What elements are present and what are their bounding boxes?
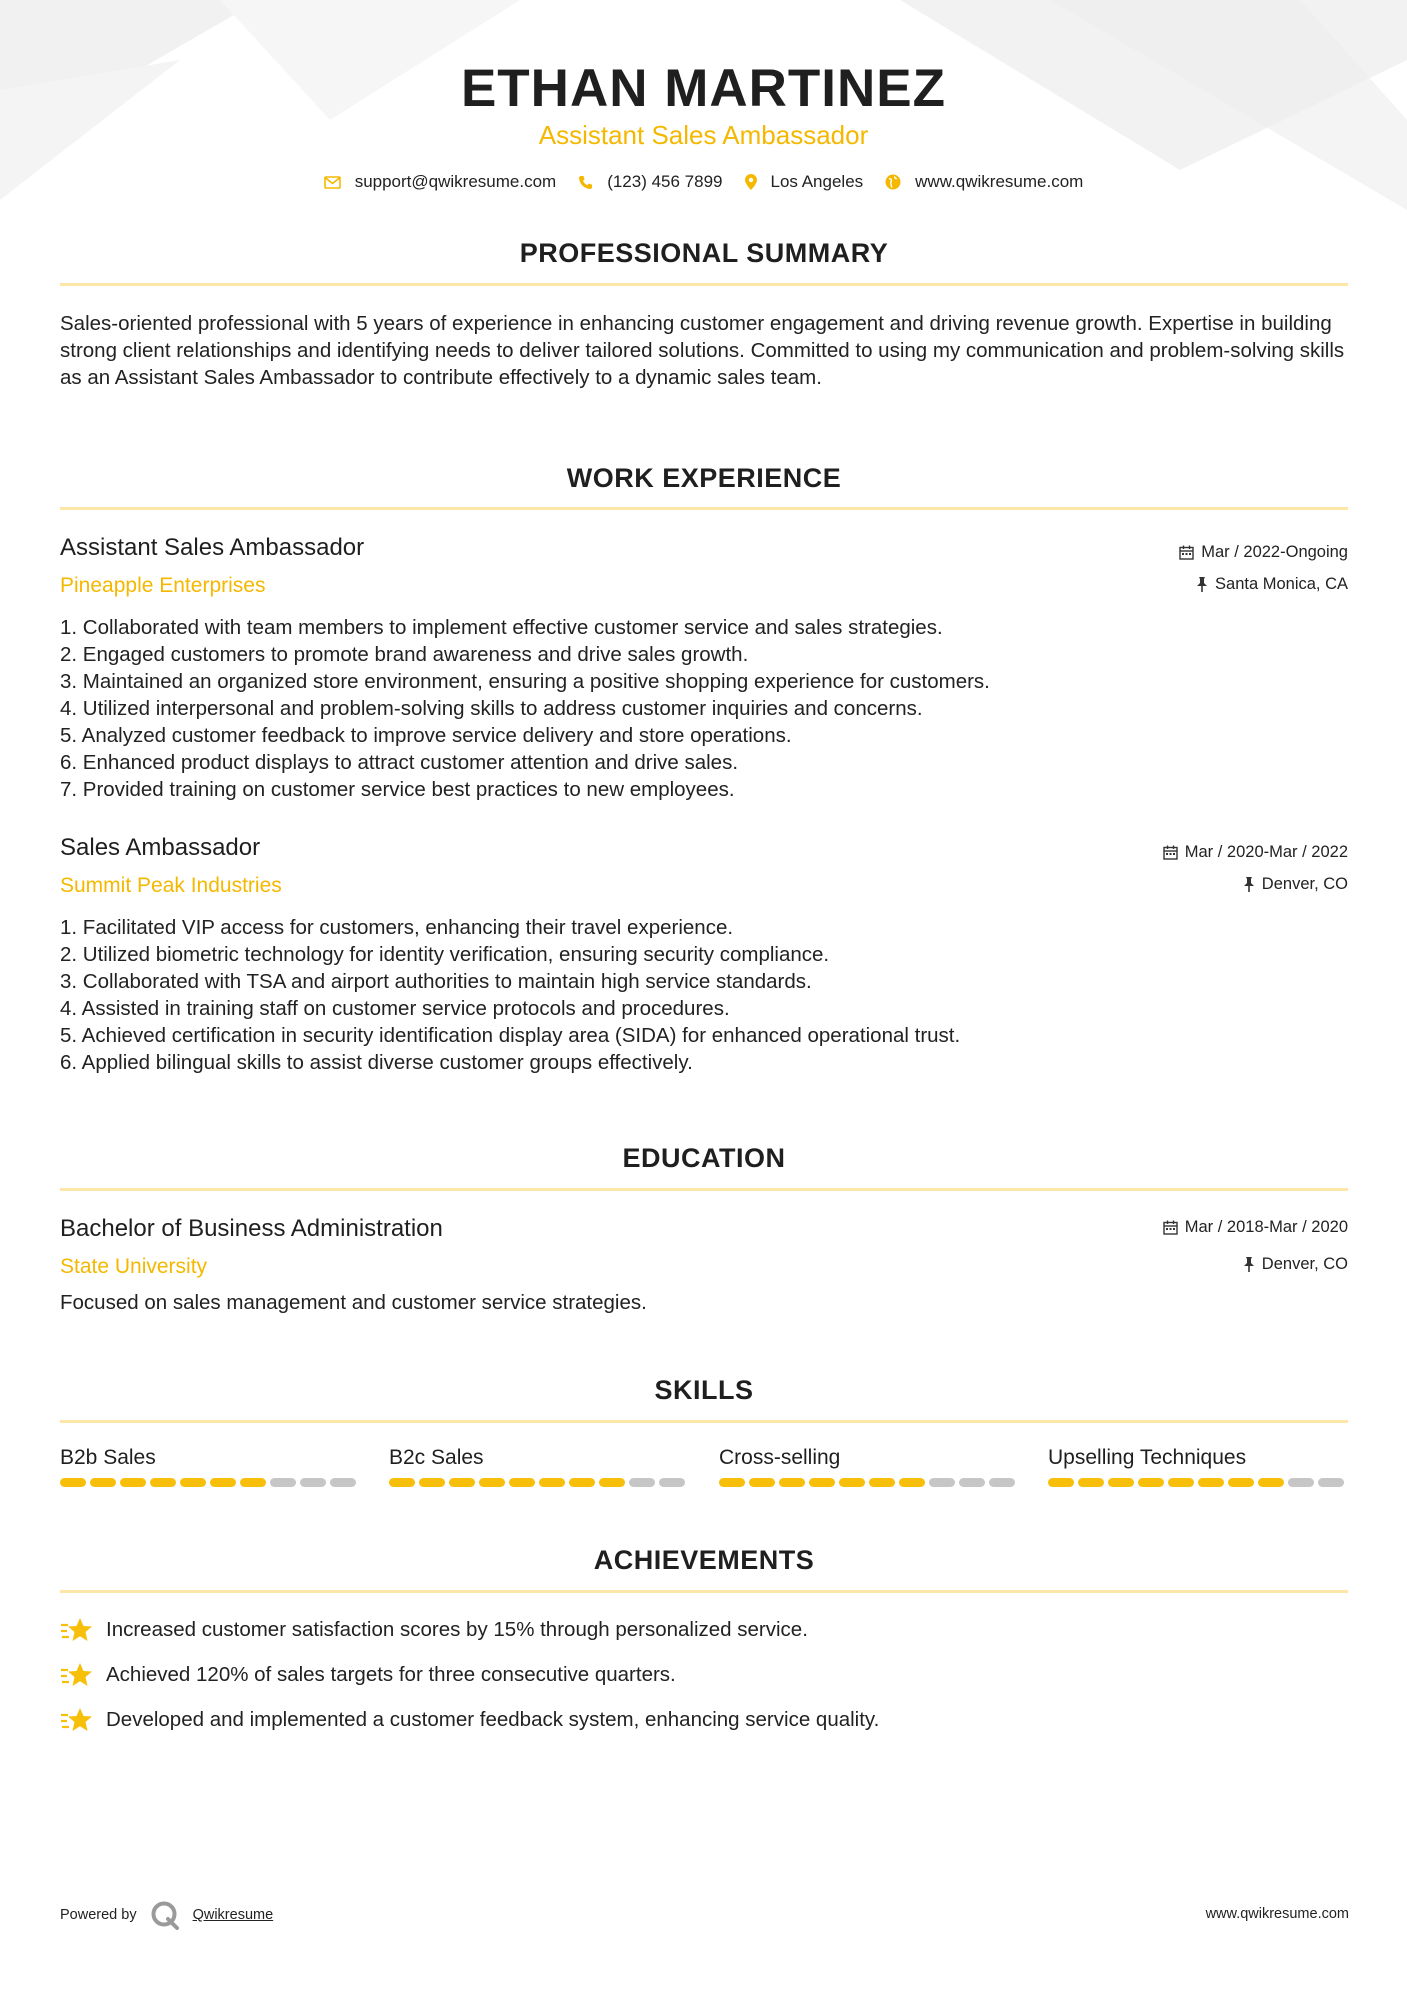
- achievement-text: Developed and implemented a customer feedback system, enhancing service quality.: [106, 1708, 880, 1731]
- achievements-heading: ACHIEVEMENTS: [593, 1545, 815, 1575]
- duty-item: 1. Collaborated with team members to implement effective customer service and sales strategies.: [60, 616, 943, 639]
- pushpin-icon: [1196, 577, 1208, 592]
- skill-dot-empty: [270, 1478, 296, 1487]
- duty-item: 5. Achieved certification in security identification display area (SIDA) for enhanced operational trust.: [60, 1024, 961, 1047]
- skill-dot-empty: [300, 1478, 326, 1487]
- skill-dot-empty: [1318, 1478, 1344, 1487]
- map-marker-icon: [745, 174, 757, 190]
- contact-bar: [0, 172, 1407, 192]
- skill-dot-filled: [599, 1478, 625, 1487]
- skill-dot-filled: [389, 1478, 415, 1487]
- job-dates: [1163, 843, 1348, 862]
- education-dates: [1163, 1218, 1348, 1237]
- contact-location: [745, 172, 864, 192]
- job-location: [1243, 875, 1348, 894]
- education-dates-text: Mar / 2018-Mar / 2020: [1184, 1218, 1348, 1236]
- contact-email[interactable]: [324, 172, 557, 192]
- skill-dot-filled: [719, 1478, 745, 1487]
- skill-item: [1048, 1446, 1348, 1487]
- skill-level-meter: [719, 1478, 1019, 1487]
- skill-dot-filled: [1258, 1478, 1284, 1487]
- job-title: Assistant Sales Ambassador: [60, 534, 365, 561]
- footer-powered-by: [60, 1900, 273, 1930]
- job-dates-text: Mar / 2022-Ongoing: [1201, 543, 1348, 561]
- job-duties: [60, 614, 990, 803]
- summary-divider: [60, 283, 1348, 286]
- skills-divider: [60, 1420, 1348, 1423]
- skill-name: Upselling Techniques: [1048, 1446, 1247, 1469]
- skill-dot-filled: [869, 1478, 895, 1487]
- skill-dot-filled: [479, 1478, 505, 1487]
- skill-dot-empty: [659, 1478, 685, 1487]
- calendar-icon: [1179, 545, 1194, 560]
- calendar-icon: [1163, 845, 1178, 860]
- skill-dot-filled: [899, 1478, 925, 1487]
- job-duties: [60, 914, 960, 1076]
- pushpin-icon: [1243, 1257, 1255, 1272]
- skill-dot-filled: [240, 1478, 266, 1487]
- education-location-text: Denver, CO: [1261, 1255, 1348, 1273]
- education-description: Focused on sales management and customer service strategies.: [60, 1291, 647, 1314]
- skill-level-meter: [1048, 1478, 1348, 1487]
- duty-item: 1. Facilitated VIP access for customers, enhancing their travel experience.: [60, 916, 734, 939]
- skill-dot-filled: [1228, 1478, 1254, 1487]
- candidate-name: ETHAN MARTINEZ: [460, 59, 947, 118]
- duty-item: 3. Collaborated with TSA and airport authorities to maintain high service standards.: [60, 970, 812, 993]
- skill-dot-filled: [1108, 1478, 1134, 1487]
- envelope-icon: [324, 176, 341, 189]
- skill-item: [719, 1446, 1019, 1487]
- summary-heading: PROFESSIONAL SUMMARY: [519, 238, 889, 268]
- skill-dot-filled: [509, 1478, 535, 1487]
- achievements-divider: [60, 1590, 1348, 1593]
- job-location: [1196, 575, 1348, 594]
- achievement-item: [60, 1661, 676, 1689]
- achievement-item: [60, 1706, 879, 1734]
- duty-item: 6. Applied bilingual skills to assist diverse customer groups effectively.: [60, 1051, 693, 1074]
- duty-item: 6. Enhanced product displays to attract customer attention and drive sales.: [60, 751, 739, 774]
- duty-item: 3. Maintained an organized store environment, ensuring a positive shopping experience for customers.: [60, 670, 990, 693]
- skill-dot-filled: [1198, 1478, 1224, 1487]
- education-location: [1243, 1255, 1348, 1274]
- brand-link[interactable]: Qwikresume: [192, 1907, 274, 1923]
- skill-name: Cross-selling: [719, 1446, 841, 1469]
- candidate-role: Assistant Sales Ambassador: [538, 120, 869, 150]
- job-company: Summit Peak Industries: [60, 874, 282, 897]
- skill-dot-filled: [449, 1478, 475, 1487]
- experience-divider: [60, 507, 1348, 510]
- powered-by-label: Powered by: [60, 1907, 137, 1923]
- skill-dot-empty: [629, 1478, 655, 1487]
- contact-website[interactable]: [885, 172, 1083, 192]
- skill-dot-filled: [749, 1478, 775, 1487]
- footer-website[interactable]: www.qwikresume.com: [1205, 1906, 1349, 1922]
- contact-phone[interactable]: [578, 172, 722, 192]
- website-text: www.qwikresume.com: [915, 172, 1084, 191]
- qwikresume-logo-icon: [149, 1900, 181, 1930]
- skill-name: B2b Sales: [60, 1446, 156, 1469]
- skill-dot-filled: [90, 1478, 116, 1487]
- skill-dot-empty: [1288, 1478, 1314, 1487]
- skill-dot-filled: [569, 1478, 595, 1487]
- skill-dot-filled: [60, 1478, 86, 1487]
- skills-heading: SKILLS: [654, 1375, 754, 1405]
- star-icon: [60, 1616, 94, 1644]
- job-dates: [1179, 543, 1348, 562]
- skill-dot-filled: [1138, 1478, 1164, 1487]
- skill-dot-filled: [1168, 1478, 1194, 1487]
- calendar-icon: [1163, 1220, 1178, 1235]
- job-title: Sales Ambassador: [60, 834, 261, 861]
- phone-icon: [578, 175, 593, 190]
- summary-text: Sales-oriented professional with 5 years of experience in enhancing customer engagement and driving revenue growth. Expertise in building strong client relationships and identifying needs to deliver tailored solutions. Committed to using my communication and problem-solving skills as an Assistant Sales Ambassador to contribute effectively to a dynamic sales team.: [60, 312, 1345, 389]
- education-heading: EDUCATION: [622, 1143, 786, 1173]
- skill-dot-filled: [1048, 1478, 1074, 1487]
- star-icon: [60, 1661, 94, 1689]
- email-text: support@qwikresume.com: [354, 172, 557, 191]
- skill-dot-empty: [929, 1478, 955, 1487]
- duty-item: 2. Engaged customers to promote brand awareness and drive sales growth.: [60, 643, 749, 666]
- skill-dot-empty: [959, 1478, 985, 1487]
- skill-dot-filled: [210, 1478, 236, 1487]
- skill-level-meter: [389, 1478, 689, 1487]
- duty-item: 7. Provided training on customer service best practices to new employees.: [60, 778, 735, 801]
- pushpin-icon: [1243, 877, 1255, 892]
- achievement-text: Achieved 120% of sales targets for three consecutive quarters.: [106, 1663, 676, 1686]
- school-name: State University: [60, 1255, 208, 1278]
- job-company: Pineapple Enterprises: [60, 574, 266, 597]
- location-text: Los Angeles: [770, 172, 864, 191]
- education-divider: [60, 1188, 1348, 1191]
- skill-dot-filled: [150, 1478, 176, 1487]
- degree-title: Bachelor of Business Administration: [60, 1215, 443, 1242]
- experience-heading: WORK EXPERIENCE: [566, 463, 842, 493]
- job-dates-text: Mar / 2020-Mar / 2022: [1184, 843, 1348, 861]
- job-location-text: Santa Monica, CA: [1215, 575, 1348, 593]
- achievement-text: Increased customer satisfaction scores by 15% through personalized service.: [106, 1618, 808, 1641]
- skill-dot-empty: [330, 1478, 356, 1487]
- skill-item: [60, 1446, 360, 1487]
- skill-item: [389, 1446, 689, 1487]
- duty-item: 2. Utilized biometric technology for identity verification, ensuring security compliance.: [60, 943, 830, 966]
- skill-level-meter: [60, 1478, 360, 1487]
- skill-dot-filled: [839, 1478, 865, 1487]
- skill-dot-filled: [539, 1478, 565, 1487]
- skill-dot-empty: [989, 1478, 1015, 1487]
- duty-item: 5. Analyzed customer feedback to improve service delivery and store operations.: [60, 724, 792, 747]
- achievement-item: [60, 1616, 808, 1644]
- skill-dot-filled: [419, 1478, 445, 1487]
- phone-text: (123) 456 7899: [607, 172, 723, 191]
- duty-item: 4. Assisted in training staff on customer service protocols and procedures.: [60, 997, 730, 1020]
- skill-dot-filled: [120, 1478, 146, 1487]
- star-icon: [60, 1706, 94, 1734]
- skill-dot-filled: [779, 1478, 805, 1487]
- skill-dot-filled: [809, 1478, 835, 1487]
- skill-dot-filled: [1078, 1478, 1104, 1487]
- skill-name: B2c Sales: [389, 1446, 484, 1469]
- job-location-text: Denver, CO: [1261, 875, 1348, 893]
- globe-icon: [885, 174, 901, 190]
- duty-item: 4. Utilized interpersonal and problem-solving skills to address customer inquiries and concerns.: [60, 697, 923, 720]
- skill-dot-filled: [180, 1478, 206, 1487]
